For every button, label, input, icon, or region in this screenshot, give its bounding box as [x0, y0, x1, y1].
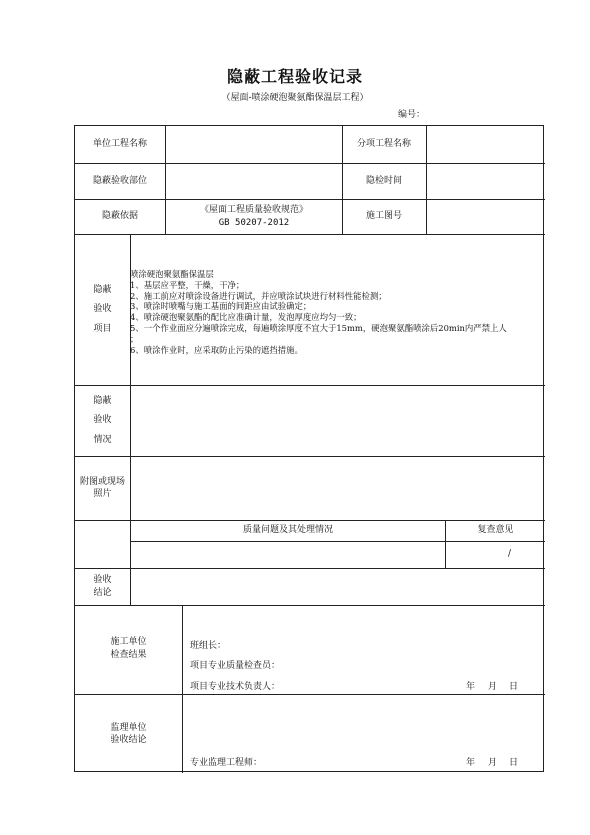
drawing-no-value-field[interactable] — [427, 199, 545, 234]
list-item: 喷涂硬泡聚氨酯保温层 — [130, 269, 214, 279]
supervision-date-month: 月 — [488, 758, 498, 768]
construction-date-month: 月 — [488, 682, 498, 692]
list-item: 1、基层应平整，干燥，干净； — [130, 279, 245, 290]
drawing-no-label: 施工图号 — [365, 211, 402, 222]
list-item: 6、喷涂作业时，应采取防止污染的遮挡措施。 — [130, 344, 303, 355]
inspection-time-value-field[interactable] — [427, 163, 545, 199]
inspection-situation-field[interactable] — [131, 385, 545, 456]
unit-project-label: 单位工程名称 — [92, 139, 147, 150]
acceptance-conclusion-field[interactable] — [131, 568, 545, 605]
quality-issues-field[interactable] — [131, 541, 445, 568]
inspection-time-label: 隐检时间 — [365, 175, 402, 186]
basis-value — [166, 199, 342, 234]
basis-standard-name: 《屋面工程质量验收规范》 — [199, 205, 308, 216]
document-subtitle: （屋面-喷涂硬泡聚氨酯保温层工程） — [221, 93, 369, 103]
hidden-part-value-field[interactable] — [166, 163, 342, 199]
construction-date-day: 日 — [509, 682, 519, 692]
team-leader-signature: 班组长： — [190, 641, 227, 651]
construction-unit-label: 施工单位 检查结果 — [110, 637, 147, 660]
hidden-part-label: 隐蔽验收部位 — [92, 175, 147, 186]
attachment-label: 附图或现场 照片 — [79, 476, 125, 499]
list-item: 4、喷涂硬泡聚氨酯的配比应准确计量，发泡厚度应均匀一致； — [130, 312, 362, 323]
basis-standard-code: GB 50207-2012 — [218, 217, 290, 228]
inspection-items-label: 隐蔽 验收 项目 — [93, 285, 112, 334]
list-item: 3、喷涂时喷嘴与施工基面的间距应由试验确定； — [130, 301, 312, 312]
supervision-date-year: 年 — [466, 758, 476, 768]
supervision-unit-label: 监理单位 验收结论 — [110, 722, 147, 745]
quality-inspector-signature: 项目专业质量检查员： — [190, 661, 281, 671]
serial-number-label: 编号： — [398, 110, 426, 120]
quality-issues-header: 质量问题及其处理情况 — [242, 525, 333, 536]
acceptance-conclusion-label: 验收 结论 — [93, 575, 112, 598]
basis-label: 隐蔽依据 — [101, 211, 138, 222]
subitem-project-label: 分项工程名称 — [356, 139, 411, 150]
list-item: 5、一个作业面应分遍喷涂完成，每遍喷涂厚度不宜大于15mm，硬泡聚氨酯喷涂后20min内严禁上人 — [130, 322, 507, 333]
recheck-opinion-value: / — [507, 549, 512, 560]
inspection-record-table — [74, 125, 544, 772]
subitem-project-value-field[interactable] — [427, 126, 545, 163]
supervising-engineer-signature: 专业监理工程师： — [190, 758, 263, 768]
unit-project-value-field[interactable] — [166, 126, 342, 163]
supervision-date-day: 日 — [509, 758, 519, 768]
attachment-field[interactable] — [131, 456, 545, 520]
recheck-opinion-header: 复查意见 — [477, 525, 514, 536]
inspection-situation-label: 隐蔽 验收 情况 — [93, 396, 112, 445]
technical-lead-signature: 项目专业技术负责人： — [190, 682, 281, 692]
inspection-items-list — [130, 269, 540, 355]
list-item: 2、施工前应对喷涂设备进行调试，并应喷涂试块进行材料性能检测； — [130, 290, 387, 301]
document-title: 隐蔽工程验收记录 — [226, 67, 363, 86]
construction-date-year: 年 — [466, 682, 476, 692]
list-item: ； — [130, 333, 139, 344]
